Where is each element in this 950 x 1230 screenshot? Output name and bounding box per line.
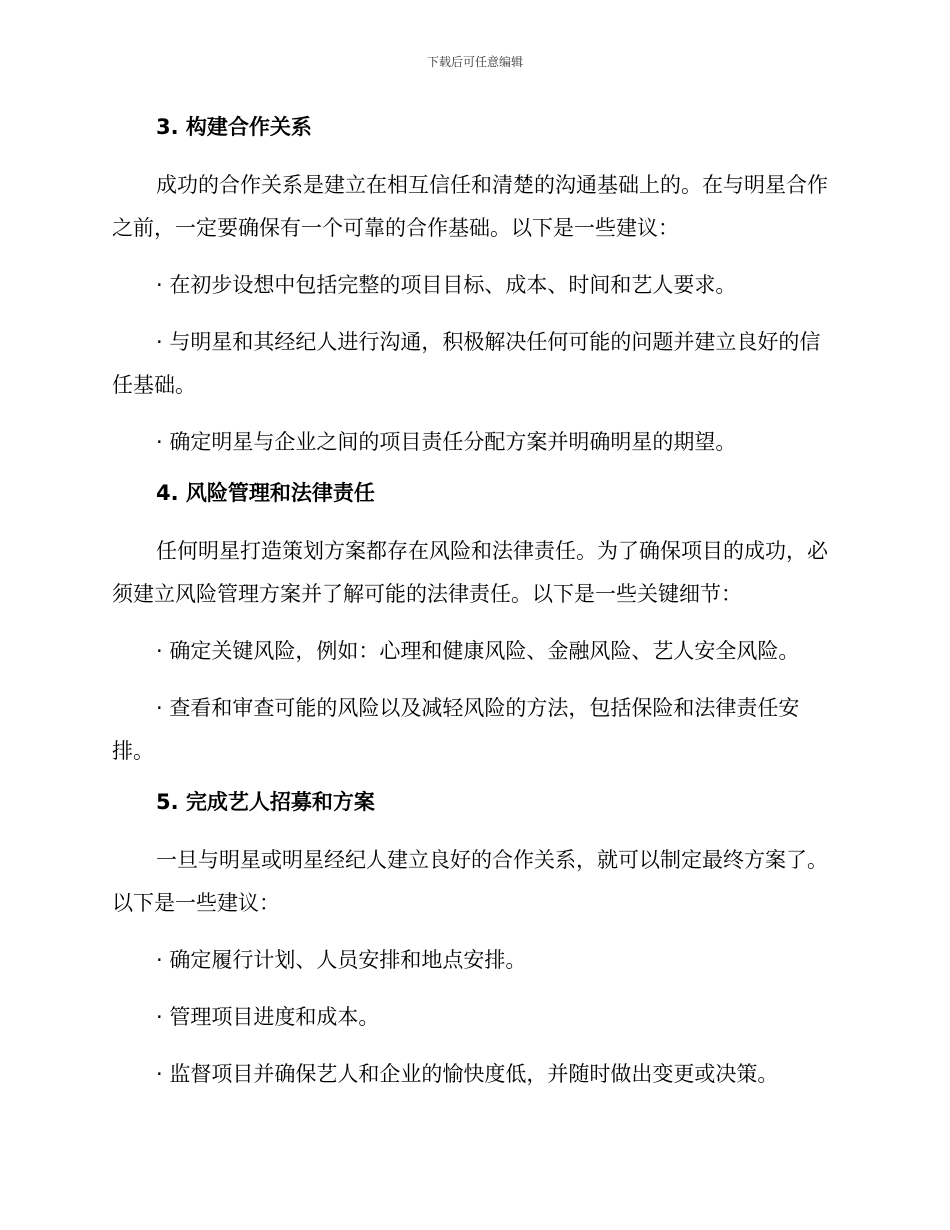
section-intro: 任何明星打造策划方案都存在风险和法律责任。为了确保项目的成功，必须建立风险管理方案并了解可能的法律责任。以下是一些关键细节：	[112, 539, 828, 606]
bullet-item: · 在初步设想中包括完整的项目目标、成本、时间和艺人要求。	[156, 273, 737, 297]
bullet-item: · 与明星和其经纪人进行沟通，积极解决任何可能的问题并建立良好的信任基础。	[112, 330, 821, 397]
section-heading: 3. 构建合作关系	[156, 115, 312, 139]
document-body	[112, 112, 836, 1110]
bullet-item: · 管理项目进度和成本。	[156, 1005, 380, 1029]
bullet-item: · 确定关键风险，例如：心理和健康风险、金融风险、艺人安全风险。	[156, 639, 800, 663]
bullet-item: · 确定履行计划、人员安排和地点安排。	[156, 948, 527, 972]
section-intro: 一旦与明星或明星经纪人建立良好的合作关系，就可以制定最终方案了。以下是一些建议：	[112, 848, 828, 915]
bullet-item: · 监督项目并确保艺人和企业的愉快度低，并随时做出变更或决策。	[156, 1062, 779, 1086]
bullet-item: · 查看和审查可能的风险以及减轻风险的方法，包括保险和法律责任安排。	[112, 696, 800, 763]
section-heading: 5. 完成艺人招募和方案	[156, 790, 375, 814]
bullet-item: · 确定明星与企业之间的项目责任分配方案并明确明星的期望。	[156, 430, 737, 454]
section-heading: 4. 风险管理和法律责任	[156, 481, 375, 505]
running-header: 下载后可任意编辑	[426, 55, 523, 69]
section-intro: 成功的合作关系是建立在相互信任和清楚的沟通基础上的。在与明星合作之前，一定要确保有一个可靠的合作基础。以下是一些建议：	[112, 173, 828, 240]
